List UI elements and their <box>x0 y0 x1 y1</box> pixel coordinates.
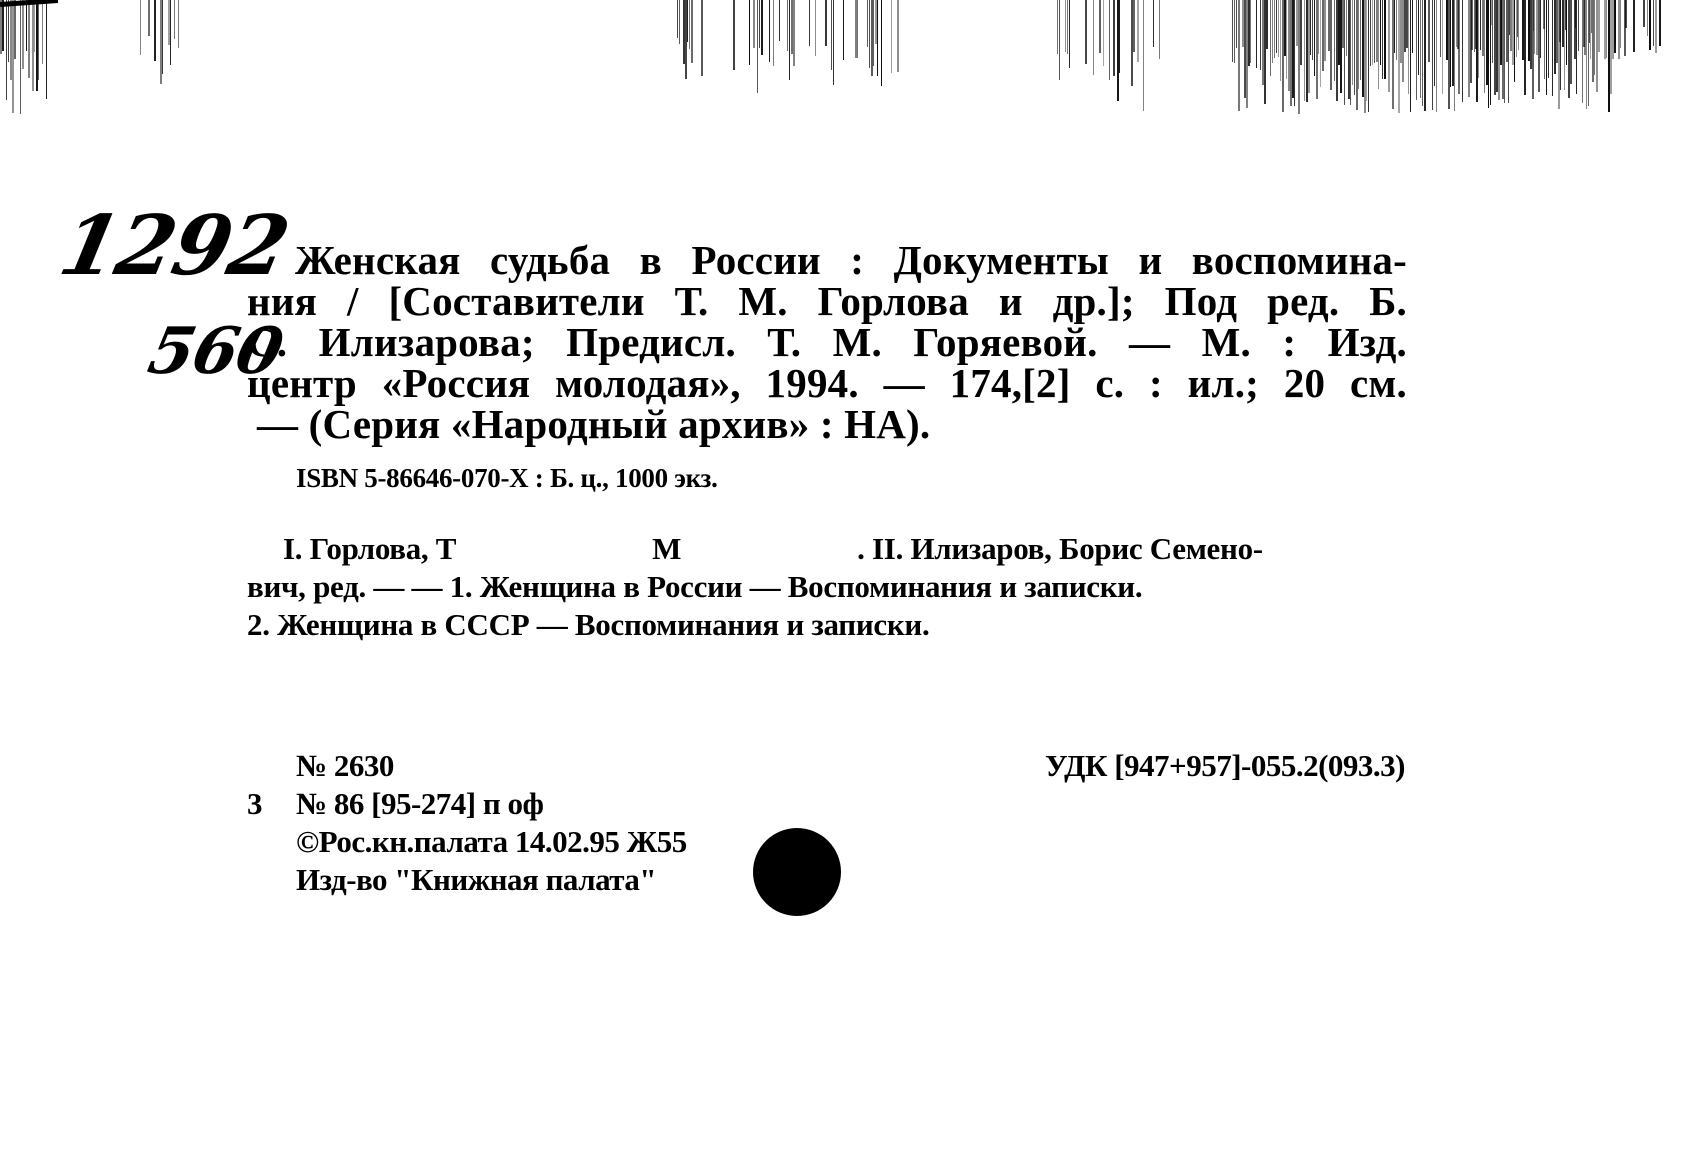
tracing-1a: I. Горлова, Т <box>283 531 457 566</box>
tracings-block <box>247 530 1407 644</box>
tracing-line-2 <box>247 568 1407 606</box>
record-number: № 2630 <box>296 748 394 783</box>
card-prefix: 3 <box>247 786 262 821</box>
tracing-1b: М <box>652 531 682 566</box>
main-bibliographic-entry <box>247 237 1407 447</box>
tracing-2b: — 1. Женщина в России — Воспоминания и записки. <box>411 569 1143 604</box>
entry-line-4: центр «Россия молодая», 1994. — 174,[2] с. : ил.; 20 см. <box>247 360 1407 406</box>
ink-blot-stamp <box>753 828 841 916</box>
entry-line-1: Женская судьба в России : Документы и воспомина- <box>295 237 1407 283</box>
isbn-price-line: ISBN 5-86646-070-X : Б. ц., 1000 экз. <box>296 463 718 493</box>
tracing-2a: вич, ред. — <box>247 569 405 604</box>
card-number: № 86 [95-274] п оф <box>296 786 544 821</box>
entry-line-5: — (Серия «Народный архив» : НА). <box>257 401 931 447</box>
tracing-1c: . II. Илизаров, Борис Семено- <box>857 531 1263 566</box>
entry-line-3: С. Илизарова; Предисл. Т. М. Горяевой. — М. : Изд. <box>247 319 1407 365</box>
handwritten-call-number-top: 1292 <box>51 198 297 294</box>
copyright-line: ©Рос.кн.палата 14.02.95 Ж55 <box>296 824 687 859</box>
udc-code: УДК [947+957]-055.2(093.3) <box>1045 748 1405 783</box>
tracing-line-3: 2. Женщина в СССР — Воспоминания и записки. <box>247 607 930 642</box>
handwritten-call-number-bottom: 560 <box>142 314 289 389</box>
tracing-line-1 <box>247 530 1407 568</box>
handwritten-dash <box>0 0 58 7</box>
publisher-line: Изд-во "Книжная палата" <box>296 862 657 897</box>
entry-line-2: ния / [Составители Т. М. Горлова и др.]; Под ред. Б. <box>247 278 1407 324</box>
